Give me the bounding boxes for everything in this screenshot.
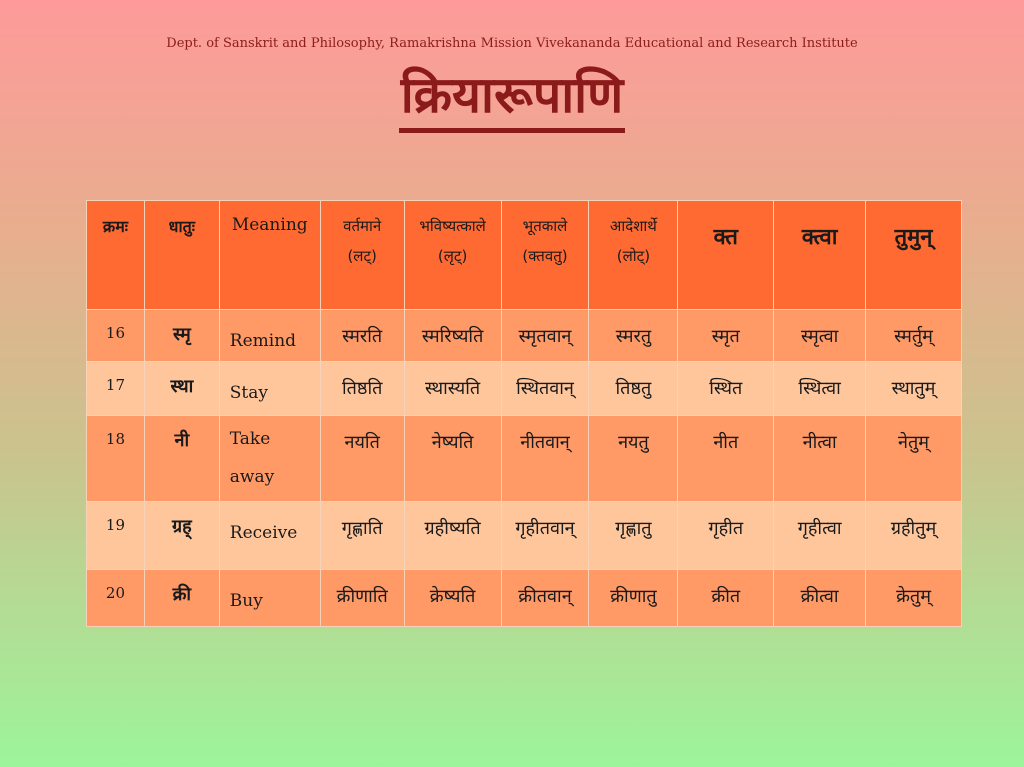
form-ktavatu: स्थितवान्	[501, 362, 589, 416]
form-tumun: क्रेतुम्	[866, 570, 962, 627]
row-number: 17	[87, 362, 145, 416]
header-bhutakale-line2: (क्तवतु)	[522, 247, 568, 265]
row-meaning: Buy	[219, 570, 320, 627]
page-title-text: क्रियारूपाणि	[399, 62, 626, 133]
form-lat: गृह्णाति	[320, 502, 404, 570]
header-vartamane-line1: वर्तमाने	[343, 217, 382, 235]
form-tumun: नेतुम्	[866, 416, 962, 502]
form-lat: क्रीणाति	[320, 570, 404, 627]
form-tumun: ग्रहीतुम्	[866, 502, 962, 570]
form-ktva: नीत्वा	[774, 416, 866, 502]
table-header-row	[87, 201, 962, 310]
header-bhutakale	[501, 201, 589, 310]
table-row	[87, 570, 962, 627]
form-lot: क्रीणातु	[589, 570, 678, 627]
verb-forms-table	[86, 200, 962, 627]
header-kramah: क्रमः	[87, 201, 145, 310]
table-row	[87, 362, 962, 416]
header-meaning: Meaning	[219, 201, 320, 310]
form-ktva: स्मृत्वा	[774, 310, 866, 362]
header-vartamane	[320, 201, 404, 310]
header-adesharthe	[589, 201, 678, 310]
form-lrt: ग्रहीष्यति	[404, 502, 501, 570]
row-dhatu: क्री	[144, 570, 219, 627]
table-row	[87, 416, 962, 502]
department-caption: Dept. of Sanskrit and Philosophy, Ramakrishna Mission Vivekananda Educational and Research Institute	[166, 36, 858, 51]
form-lot: नयतु	[589, 416, 678, 502]
form-kta: क्रीत	[678, 570, 774, 627]
header-bhavishyat-line2: (लृट्)	[437, 247, 468, 265]
row-meaning-line1: Take	[229, 429, 271, 449]
form-lrt: स्मरिष्यति	[404, 310, 501, 362]
form-lat: तिष्ठति	[320, 362, 404, 416]
form-kta: स्मृत	[678, 310, 774, 362]
header-bhavishyat-line1: भविष्यत्काले	[419, 217, 486, 235]
row-number: 19	[87, 502, 145, 570]
row-dhatu: स्था	[144, 362, 219, 416]
row-dhatu: स्मृ	[144, 310, 219, 362]
form-kta: नीत	[678, 416, 774, 502]
row-dhatu: ग्रह्	[144, 502, 219, 570]
header-kta: क्त	[678, 201, 774, 310]
form-lrt: नेष्यति	[404, 416, 501, 502]
form-lrt: स्थास्यति	[404, 362, 501, 416]
form-lot: तिष्ठतु	[589, 362, 678, 416]
form-lat: नयति	[320, 416, 404, 502]
form-lot: गृह्णातु	[589, 502, 678, 570]
form-ktavatu: गृहीतवान्	[501, 502, 589, 570]
row-number: 18	[87, 416, 145, 502]
form-kta: स्थित	[678, 362, 774, 416]
table-row	[87, 310, 962, 362]
header-tumun: तुमुन्	[866, 201, 962, 310]
form-tumun: स्थातुम्	[866, 362, 962, 416]
row-number: 20	[87, 570, 145, 627]
row-meaning: Remind	[219, 310, 320, 362]
row-meaning-line2: away	[229, 467, 275, 487]
row-dhatu: नी	[144, 416, 219, 502]
row-meaning: Stay	[219, 362, 320, 416]
form-ktva: स्थित्वा	[774, 362, 866, 416]
form-ktva: क्रीत्वा	[774, 570, 866, 627]
header-dhatu: धातुः	[144, 201, 219, 310]
form-lat: स्मरति	[320, 310, 404, 362]
header-vartamane-line2: (लट्)	[347, 247, 377, 265]
header-adesharthe-line1: आदेशार्थे	[609, 217, 657, 235]
row-number: 16	[87, 310, 145, 362]
page-title	[0, 62, 1024, 133]
row-meaning: Receive	[219, 502, 320, 570]
form-lot: स्मरतु	[589, 310, 678, 362]
header-bhutakale-line1: भूतकाले	[522, 217, 568, 235]
form-ktva: गृहीत्वा	[774, 502, 866, 570]
form-tumun: स्मर्तुम्	[866, 310, 962, 362]
header-adesharthe-line2: (लोट्)	[616, 247, 651, 265]
form-ktavatu: स्मृतवान्	[501, 310, 589, 362]
table-row	[87, 502, 962, 570]
form-ktavatu: नीतवान्	[501, 416, 589, 502]
form-kta: गृहीत	[678, 502, 774, 570]
row-meaning	[219, 416, 320, 502]
form-lrt: क्रेष्यति	[404, 570, 501, 627]
header-ktva: क्त्वा	[774, 201, 866, 310]
header-bhavishyat	[404, 201, 501, 310]
form-ktavatu: क्रीतवान्	[501, 570, 589, 627]
